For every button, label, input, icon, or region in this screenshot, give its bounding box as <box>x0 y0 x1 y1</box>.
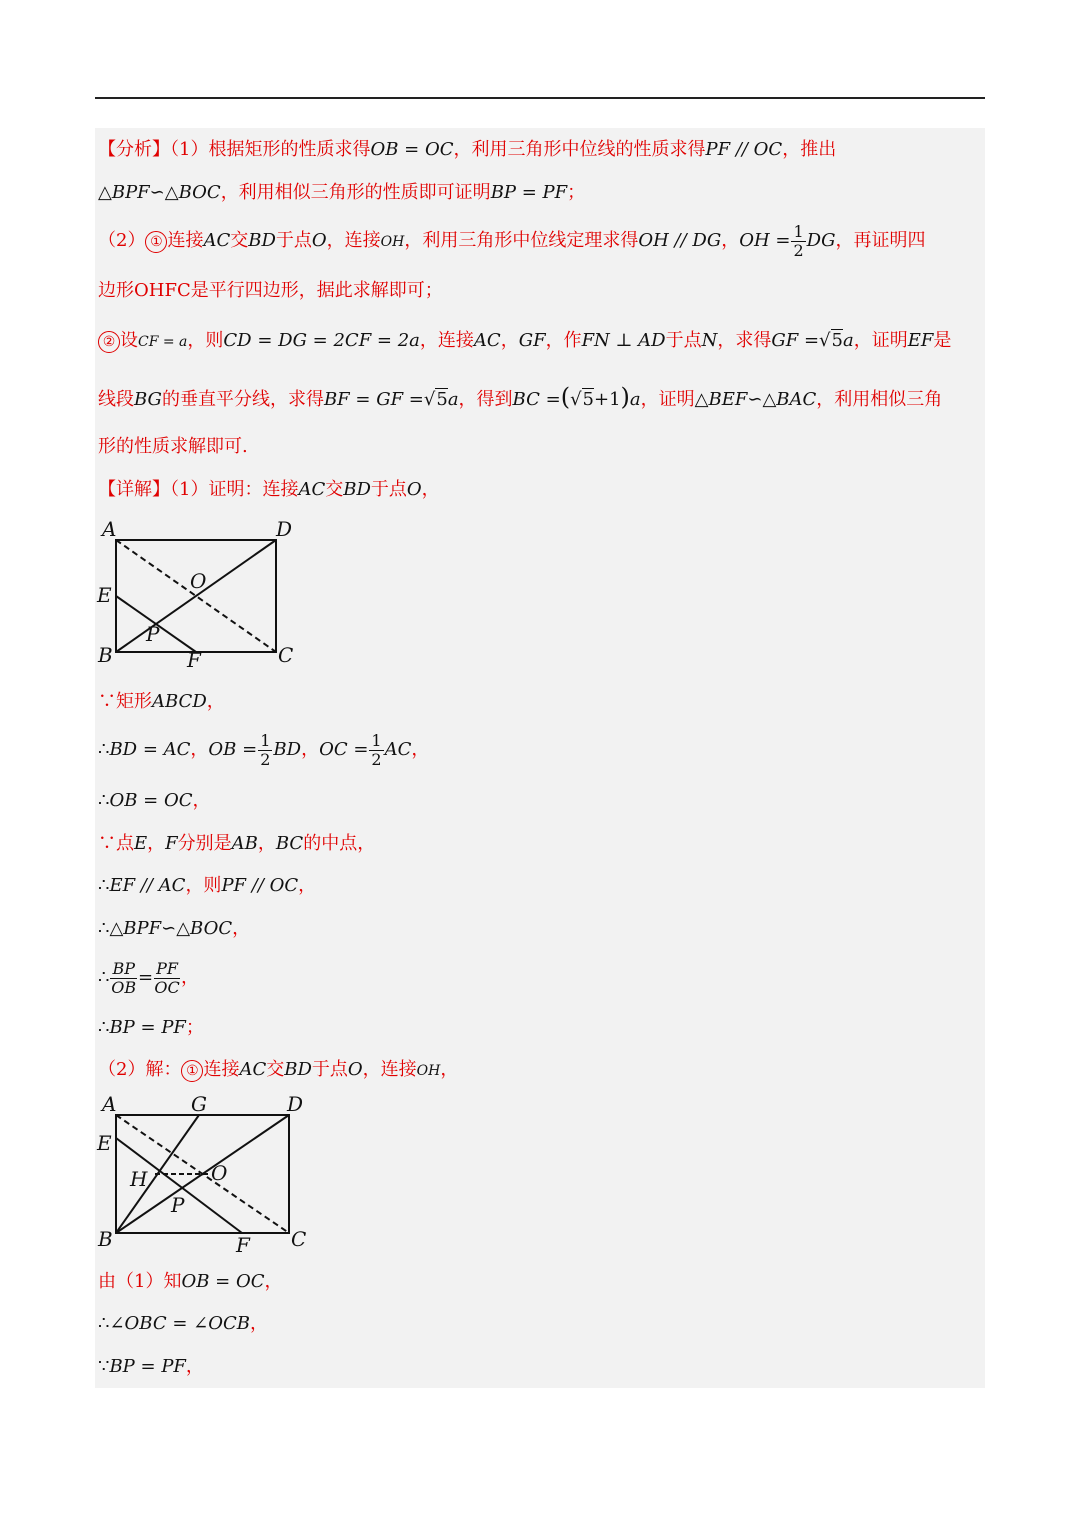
analysis-line-5: ② 设CF = a，则CD = DG = 2CF = 2a，连接AC，GF，作FN ⊥ AD于点N，求得GF =√5a，证明EF是 <box>98 329 951 354</box>
analysis-line-6: 线段BG的垂直平分线，求得BF = GF =√5a，得到BC =(√5+1)a，证明△BEF∽△BAC，利用相似三角 <box>98 383 943 411</box>
label-C: C <box>278 643 294 667</box>
label-D: D <box>276 517 293 541</box>
detail-line-7: ∴△BPF∽△BOC， <box>98 918 251 939</box>
detail-line-11: 由（1）知OB = OC， <box>98 1271 283 1292</box>
label-E: E <box>97 583 112 607</box>
analysis-line-7: 形的性质求解即可. <box>98 436 248 457</box>
detail-label: 【详解】 <box>98 479 170 500</box>
label-O2: O <box>211 1161 228 1185</box>
analysis-line-3: （2） ① 连接AC交BD于点O，连接OH，利用三角形中位线定理求得OH // DG，OH = $\frac{1}{2}$ DG，再证明四 <box>98 221 926 260</box>
detail-line-13: ∵BP = PF， <box>98 1356 204 1377</box>
label-E2: E <box>97 1131 112 1155</box>
label-B2: B <box>98 1227 113 1251</box>
detail-line-12: ∴∠OBC = ∠OCB， <box>98 1313 268 1334</box>
label-C2: C <box>291 1227 307 1251</box>
analysis-line-4: 边形OHFC是平行四边形，据此求解即可； <box>98 280 443 301</box>
detail-line-8: ∴ $\frac{BP}{OB}$ = $\frac{PF}{OC}$ ， <box>98 958 199 997</box>
label-O: O <box>190 569 207 593</box>
diagonal-bd <box>116 540 276 652</box>
label-D2: D <box>287 1092 304 1116</box>
analysis-line-2: △BPF∽△BOC，利用相似三角形的性质即可证明BP = PF； <box>98 182 586 203</box>
analysis-line-1: 【分析】（1）根据矩形的性质求得OB = OC，利用三角形中位线的性质求得PF // OC，推出 <box>98 139 837 160</box>
detail-line-10: （2）解： ① 连接AC交BD于点O，连接OH， <box>98 1059 459 1080</box>
label-H: H <box>130 1167 148 1191</box>
detail-line-6: ∴EF // AC，则PF // OC， <box>98 875 317 896</box>
detail-line-5: ∵点E，F分别是AB，BC的中点， <box>98 833 376 854</box>
detail-line-2: ∵矩形ABCD， <box>98 691 225 712</box>
analysis-label: 【分析】 <box>98 139 170 160</box>
label-G: G <box>191 1092 207 1116</box>
label-F2: F <box>236 1233 250 1257</box>
top-rule <box>95 97 985 99</box>
figure-1-rectangle <box>94 515 304 675</box>
detail-line-1: 【详解】（1）证明：连接AC交BD于点O， <box>98 479 440 500</box>
label-P2: P <box>171 1193 185 1217</box>
label-B: B <box>98 643 113 667</box>
detail-line-3: ∴BD = AC，OB = $\frac{1}{2}$ BD，OC = $\frac{1}{2}$ AC， <box>98 730 430 769</box>
detail-line-9: ∴BP = PF； <box>98 1017 204 1038</box>
label-A2: A <box>102 1092 117 1116</box>
figure-2-rectangle <box>94 1090 324 1260</box>
detail-line-4: ∴OB = OC， <box>98 790 211 811</box>
fraction-half: $\frac{1}{2}$ <box>793 221 804 260</box>
label-A: A <box>102 517 117 541</box>
label-P: P <box>146 622 160 646</box>
label-F: F <box>187 648 201 672</box>
